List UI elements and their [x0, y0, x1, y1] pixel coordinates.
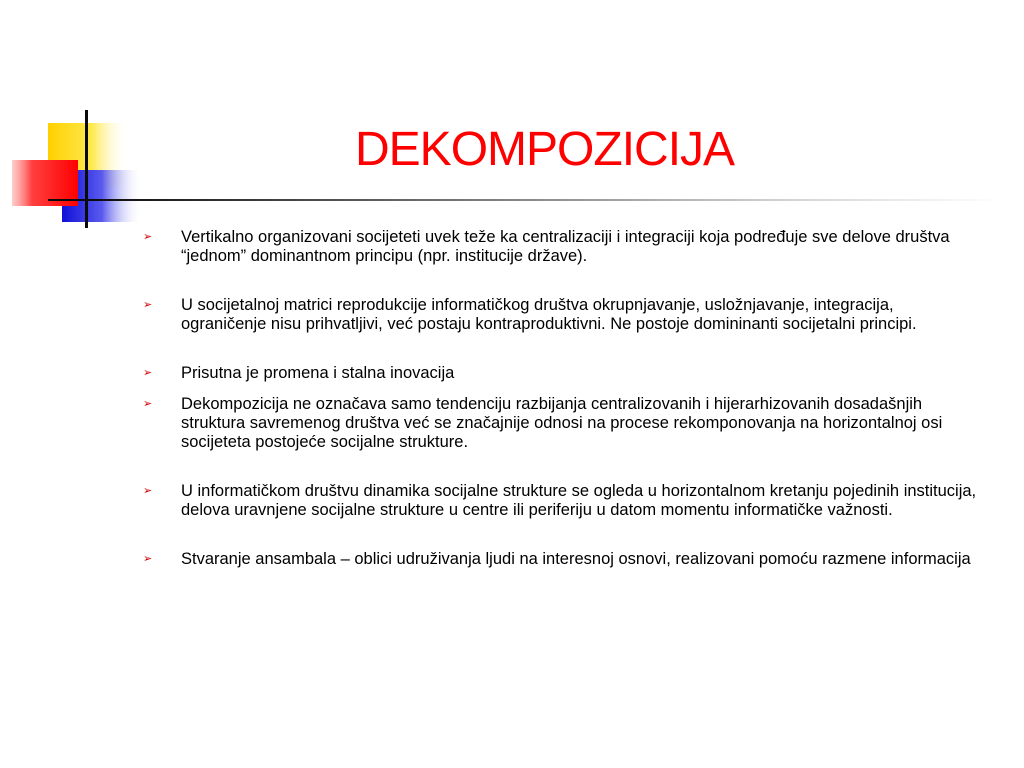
- bullet-text: Vertikalno organizovani socijeteti uvek teže ka centralizaciji i integraciji koja podređuje sve delove društva “jednom” dominantnom principu (npr. institucije države).: [181, 228, 950, 265]
- bullet-text: Prisutna je promena i stalna inovacija: [181, 364, 455, 382]
- decorative-squares-graphic: [0, 0, 160, 240]
- bullet-item: [140, 550, 980, 569]
- bullet-text: U informatičkom društvu dinamika socijalne strukture se ogleda u horizontalnom kretanju pojedinih institucija, delova uravnjene socijalne strukture u centre ili periferiju u datom momentu informatičke važnosti.: [181, 482, 977, 519]
- bullet-text: Stvaranje ansambala – oblici udruživanja ljudi na interesnoj osnovi, realizovani pomoću razmene informacija: [181, 550, 971, 568]
- bullet-item: [140, 364, 980, 383]
- bullet-list: [140, 228, 980, 569]
- slide-title: DEKOMPOZICIJA: [355, 123, 735, 176]
- bullet-item: [140, 228, 980, 266]
- bullet-text: U socijetalnoj matrici reprodukcije informatičkog društva okrupnjavanje, usložnjavanje, integracija, ograničenje nisu prihvatljivi, već postaju kontraproduktivni. Ne postoje domininanti socijetalni principi.: [181, 296, 917, 333]
- deco-vertical-line: [85, 110, 88, 228]
- bullet-item: [140, 482, 980, 520]
- bullet-text: Dekompozicija ne označava samo tendenciju razbijanja centralizovanih i hijerarhizovanih dosadašnjih struktura savremenog društva već se značajnije odnosi na procese rekomponovanja na horizontalnoj osi socijeteta postojeće socijalne strukture.: [181, 395, 943, 451]
- title-divider-line: [88, 199, 1000, 201]
- arrow-bullet-icon: ➢: [143, 398, 153, 410]
- arrow-bullet-icon: ➢: [143, 299, 153, 311]
- bullet-item: [140, 296, 980, 334]
- arrow-bullet-icon: ➢: [143, 485, 153, 497]
- arrow-bullet-icon: ➢: [143, 553, 153, 565]
- arrow-bullet-icon: ➢: [143, 367, 153, 379]
- deco-horizontal-line: [48, 199, 90, 201]
- bullet-item: [140, 395, 980, 452]
- arrow-bullet-icon: ➢: [143, 231, 153, 243]
